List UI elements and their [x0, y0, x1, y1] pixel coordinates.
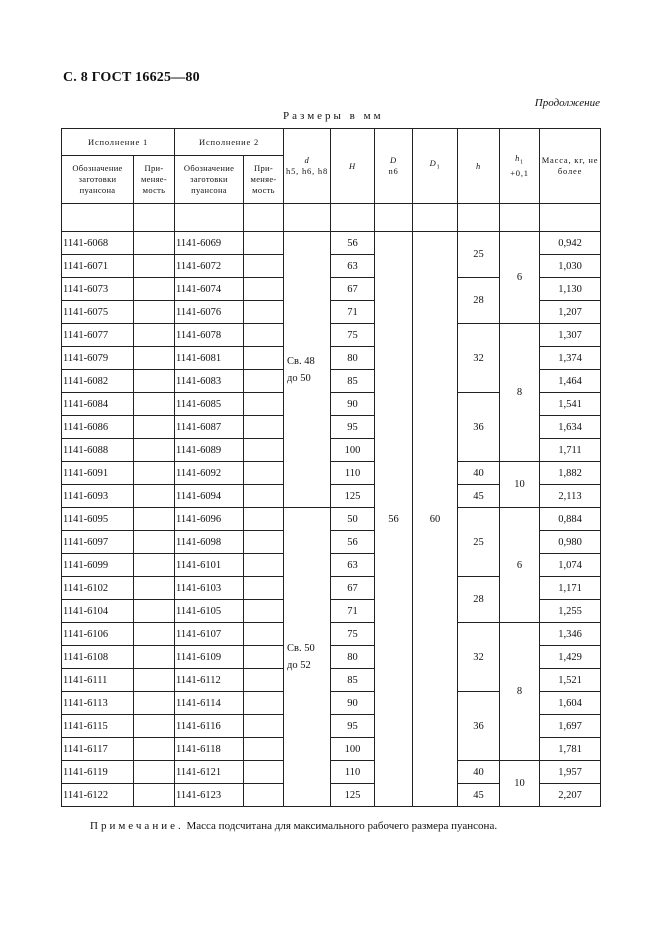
H-value: 63 — [331, 554, 375, 577]
H-value: 71 — [331, 600, 375, 623]
h-value: 25 — [458, 232, 500, 278]
exec2-applicability — [244, 715, 284, 738]
mass-value: 1,030 — [540, 255, 601, 278]
exec1-applicability — [134, 255, 175, 278]
exec1-designation: 1141-6115 — [62, 715, 134, 738]
table-row — [62, 761, 601, 784]
exec1-designation: 1141-6106 — [62, 623, 134, 646]
exec1-applicability — [134, 232, 175, 255]
exec2-designation: 1141-6103 — [175, 577, 244, 600]
exec2-designation: 1141-6096 — [175, 508, 244, 531]
h1-value: 8 — [500, 623, 540, 761]
H-value: 85 — [331, 669, 375, 692]
h-value: 32 — [458, 623, 500, 692]
exec2-applicability — [244, 485, 284, 508]
mass-value: 2,207 — [540, 784, 601, 807]
exec1-designation: 1141-6104 — [62, 600, 134, 623]
h-value: 25 — [458, 508, 500, 577]
exec1-applicability — [134, 692, 175, 715]
exec1-header: Исполнение 1 — [62, 129, 175, 156]
exec1-applicability — [134, 738, 175, 761]
d-symbol: d — [304, 155, 310, 165]
H-value: 90 — [331, 393, 375, 416]
mass-header: Масса, кг, не более — [540, 129, 601, 204]
mass-value: 0,884 — [540, 508, 601, 531]
H-value: 56 — [331, 232, 375, 255]
mass-value: 2,113 — [540, 485, 601, 508]
exec2-applicability — [244, 554, 284, 577]
exec2-designation: 1141-6107 — [175, 623, 244, 646]
H-value: 80 — [331, 347, 375, 370]
D1-header — [413, 129, 458, 204]
exec1-applicability — [134, 416, 175, 439]
spacer-cell — [175, 204, 244, 232]
exec1-applicability — [134, 646, 175, 669]
h-symbol: h — [476, 160, 482, 171]
exec2-applicability-header: При-меняе-мость — [244, 156, 284, 204]
exec1-applicability — [134, 324, 175, 347]
exec1-applicability — [134, 462, 175, 485]
h-value: 45 — [458, 784, 500, 807]
exec2-designation: 1141-6087 — [175, 416, 244, 439]
exec2-designation: 1141-6085 — [175, 393, 244, 416]
exec1-applicability — [134, 531, 175, 554]
exec2-designation: 1141-6078 — [175, 324, 244, 347]
H-symbol: H — [349, 160, 356, 171]
mass-value: 1,781 — [540, 738, 601, 761]
exec1-applicability-header: При-меняе-мость — [134, 156, 175, 204]
exec1-applicability — [134, 393, 175, 416]
exec2-applicability — [244, 738, 284, 761]
H-value: 95 — [331, 715, 375, 738]
h-value: 28 — [458, 278, 500, 324]
d-header — [284, 129, 331, 204]
mass-value: 1,346 — [540, 623, 601, 646]
note-text: Масса подсчитана для максимального рабочего размера пуансона. — [186, 820, 498, 832]
exec2-designation: 1141-6076 — [175, 301, 244, 324]
exec2-designation: 1141-6112 — [175, 669, 244, 692]
spacer-cell — [458, 204, 500, 232]
exec1-applicability — [134, 761, 175, 784]
h-value: 45 — [458, 485, 500, 508]
D-header — [375, 129, 413, 204]
h-value: 32 — [458, 324, 500, 393]
mass-value: 0,942 — [540, 232, 601, 255]
continuation-label: Продолжение — [534, 97, 600, 109]
exec1-designation: 1141-6077 — [62, 324, 134, 347]
exec2-applicability — [244, 600, 284, 623]
h1-symbol: h — [515, 152, 521, 163]
H-value: 75 — [331, 324, 375, 347]
spacer-cell — [284, 204, 331, 232]
exec2-designation: 1141-6105 — [175, 600, 244, 623]
h-value: 28 — [458, 577, 500, 623]
exec1-applicability — [134, 600, 175, 623]
exec1-applicability — [134, 370, 175, 393]
H-value: 80 — [331, 646, 375, 669]
exec2-designation: 1141-6116 — [175, 715, 244, 738]
mass-value: 1,207 — [540, 301, 601, 324]
H-value: 71 — [331, 301, 375, 324]
exec2-designation: 1141-6118 — [175, 738, 244, 761]
note-title: Примечание. — [90, 820, 184, 832]
table-row — [62, 508, 601, 531]
H-header — [331, 129, 375, 204]
mass-value: 1,957 — [540, 761, 601, 784]
exec2-designation: 1141-6072 — [175, 255, 244, 278]
spacer-cell — [134, 204, 175, 232]
exec2-designation: 1141-6089 — [175, 439, 244, 462]
exec2-designation: 1141-6123 — [175, 784, 244, 807]
exec2-applicability — [244, 646, 284, 669]
exec2-designation: 1141-6094 — [175, 485, 244, 508]
exec2-applicability — [244, 577, 284, 600]
exec2-designation-header: Обозначение заготовки пуансона — [175, 156, 244, 204]
exec2-applicability — [244, 416, 284, 439]
d-range-line: Св. 48 — [287, 355, 315, 367]
exec1-applicability — [134, 715, 175, 738]
units-caption: Размеры в мм — [283, 110, 384, 122]
mass-value: 1,634 — [540, 416, 601, 439]
d-range-line: до 50 — [287, 372, 311, 384]
exec1-applicability — [134, 439, 175, 462]
h1-header — [500, 129, 540, 204]
spacer-cell — [500, 204, 540, 232]
H-value: 90 — [331, 692, 375, 715]
exec1-designation: 1141-6117 — [62, 738, 134, 761]
mass-value: 1,130 — [540, 278, 601, 301]
exec1-applicability — [134, 669, 175, 692]
d-range-line: Св. 50 — [287, 643, 315, 654]
exec1-designation-header: Обозначение заготовки пуансона — [62, 156, 134, 204]
h-header — [458, 129, 500, 204]
dimensions-table — [61, 128, 601, 807]
h1-value: 6 — [500, 232, 540, 324]
exec1-applicability — [134, 508, 175, 531]
exec2-applicability — [244, 278, 284, 301]
exec1-designation: 1141-6099 — [62, 554, 134, 577]
exec1-designation: 1141-6088 — [62, 439, 134, 462]
mass-value: 1,429 — [540, 646, 601, 669]
table-row — [62, 232, 601, 255]
exec2-applicability — [244, 439, 284, 462]
exec1-designation: 1141-6122 — [62, 784, 134, 807]
h1-value: 6 — [500, 508, 540, 623]
mass-value: 1,711 — [540, 439, 601, 462]
exec1-designation: 1141-6086 — [62, 416, 134, 439]
exec2-designation: 1141-6098 — [175, 531, 244, 554]
exec1-designation: 1141-6111 — [62, 669, 134, 692]
exec1-applicability — [134, 485, 175, 508]
exec2-header: Исполнение 2 — [175, 129, 284, 156]
d-tolerance: h5, h6, h8 — [286, 166, 329, 176]
h1-tolerance: +0,1 — [510, 168, 529, 179]
h1-value: 10 — [500, 462, 540, 508]
H-value: 85 — [331, 370, 375, 393]
h1-subscript: 1 — [520, 159, 524, 166]
D1-symbol: D — [429, 158, 437, 169]
H-value: 100 — [331, 439, 375, 462]
exec2-applicability — [244, 462, 284, 485]
exec1-designation: 1141-6071 — [62, 255, 134, 278]
spacer-row — [62, 204, 601, 232]
d-range-line: до 52 — [287, 660, 311, 671]
exec1-designation: 1141-6084 — [62, 393, 134, 416]
exec1-designation: 1141-6082 — [62, 370, 134, 393]
spacer-cell — [413, 204, 458, 232]
exec2-applicability — [244, 324, 284, 347]
exec2-designation: 1141-6101 — [175, 554, 244, 577]
exec2-applicability — [244, 531, 284, 554]
mass-value: 1,521 — [540, 669, 601, 692]
mass-value: 1,882 — [540, 462, 601, 485]
exec1-designation: 1141-6119 — [62, 761, 134, 784]
table-body — [62, 204, 601, 807]
page-header: С. 8 ГОСТ 16625—80 — [63, 70, 200, 85]
spacer-cell — [62, 204, 134, 232]
h-value: 36 — [458, 692, 500, 761]
d-range-cell — [284, 508, 331, 807]
exec1-applicability — [134, 301, 175, 324]
exec2-designation: 1141-6114 — [175, 692, 244, 715]
H-value: 110 — [331, 761, 375, 784]
exec2-applicability — [244, 692, 284, 715]
exec1-designation: 1141-6079 — [62, 347, 134, 370]
h-value: 40 — [458, 462, 500, 485]
exec1-designation: 1141-6097 — [62, 531, 134, 554]
exec1-applicability — [134, 554, 175, 577]
h-value: 40 — [458, 761, 500, 784]
H-value: 67 — [331, 577, 375, 600]
exec1-designation: 1141-6075 — [62, 301, 134, 324]
h-value: 36 — [458, 393, 500, 462]
table-note — [90, 820, 497, 832]
D-value: 56 — [375, 232, 413, 807]
exec1-designation: 1141-6102 — [62, 577, 134, 600]
exec2-applicability — [244, 623, 284, 646]
H-value: 63 — [331, 255, 375, 278]
spacer-cell — [540, 204, 601, 232]
h1-value: 10 — [500, 761, 540, 807]
H-value: 50 — [331, 508, 375, 531]
exec1-designation: 1141-6068 — [62, 232, 134, 255]
exec1-designation: 1141-6073 — [62, 278, 134, 301]
exec1-designation: 1141-6095 — [62, 508, 134, 531]
mass-value: 0,980 — [540, 531, 601, 554]
table-row — [62, 462, 601, 485]
mass-value: 1,171 — [540, 577, 601, 600]
H-value: 125 — [331, 485, 375, 508]
mass-value: 1,541 — [540, 393, 601, 416]
exec1-designation: 1141-6093 — [62, 485, 134, 508]
exec2-applicability — [244, 347, 284, 370]
exec2-applicability — [244, 232, 284, 255]
exec1-designation: 1141-6108 — [62, 646, 134, 669]
exec2-applicability — [244, 393, 284, 416]
exec2-applicability — [244, 508, 284, 531]
exec1-designation: 1141-6113 — [62, 692, 134, 715]
H-value: 110 — [331, 462, 375, 485]
exec2-designation: 1141-6074 — [175, 278, 244, 301]
exec1-applicability — [134, 784, 175, 807]
exec2-designation: 1141-6083 — [175, 370, 244, 393]
mass-value: 1,374 — [540, 347, 601, 370]
mass-value: 1,464 — [540, 370, 601, 393]
mass-value: 1,074 — [540, 554, 601, 577]
exec2-applicability — [244, 761, 284, 784]
h1-value: 8 — [500, 324, 540, 462]
mass-value: 1,604 — [540, 692, 601, 715]
mass-value: 1,697 — [540, 715, 601, 738]
exec2-designation: 1141-6069 — [175, 232, 244, 255]
D-tolerance: n6 — [388, 166, 399, 176]
H-value: 95 — [331, 416, 375, 439]
mass-value: 1,307 — [540, 324, 601, 347]
H-value: 67 — [331, 278, 375, 301]
exec2-applicability — [244, 301, 284, 324]
H-value: 75 — [331, 623, 375, 646]
table-row — [62, 623, 601, 646]
H-value: 100 — [331, 738, 375, 761]
spacer-cell — [331, 204, 375, 232]
D-symbol: D — [390, 155, 397, 165]
D1-subscript: 1 — [436, 164, 441, 171]
exec1-designation: 1141-6091 — [62, 462, 134, 485]
H-value: 125 — [331, 784, 375, 807]
exec1-applicability — [134, 347, 175, 370]
exec2-applicability — [244, 784, 284, 807]
exec1-applicability — [134, 278, 175, 301]
exec2-designation: 1141-6121 — [175, 761, 244, 784]
table-row — [62, 324, 601, 347]
exec2-applicability — [244, 370, 284, 393]
d-range-cell — [284, 232, 331, 508]
H-value: 56 — [331, 531, 375, 554]
mass-value: 1,255 — [540, 600, 601, 623]
exec1-applicability — [134, 577, 175, 600]
spacer-cell — [375, 204, 413, 232]
exec2-applicability — [244, 669, 284, 692]
exec2-designation: 1141-6081 — [175, 347, 244, 370]
exec1-applicability — [134, 623, 175, 646]
spacer-cell — [244, 204, 284, 232]
exec2-designation: 1141-6109 — [175, 646, 244, 669]
D1-value: 60 — [413, 232, 458, 807]
exec2-applicability — [244, 255, 284, 278]
exec2-designation: 1141-6092 — [175, 462, 244, 485]
